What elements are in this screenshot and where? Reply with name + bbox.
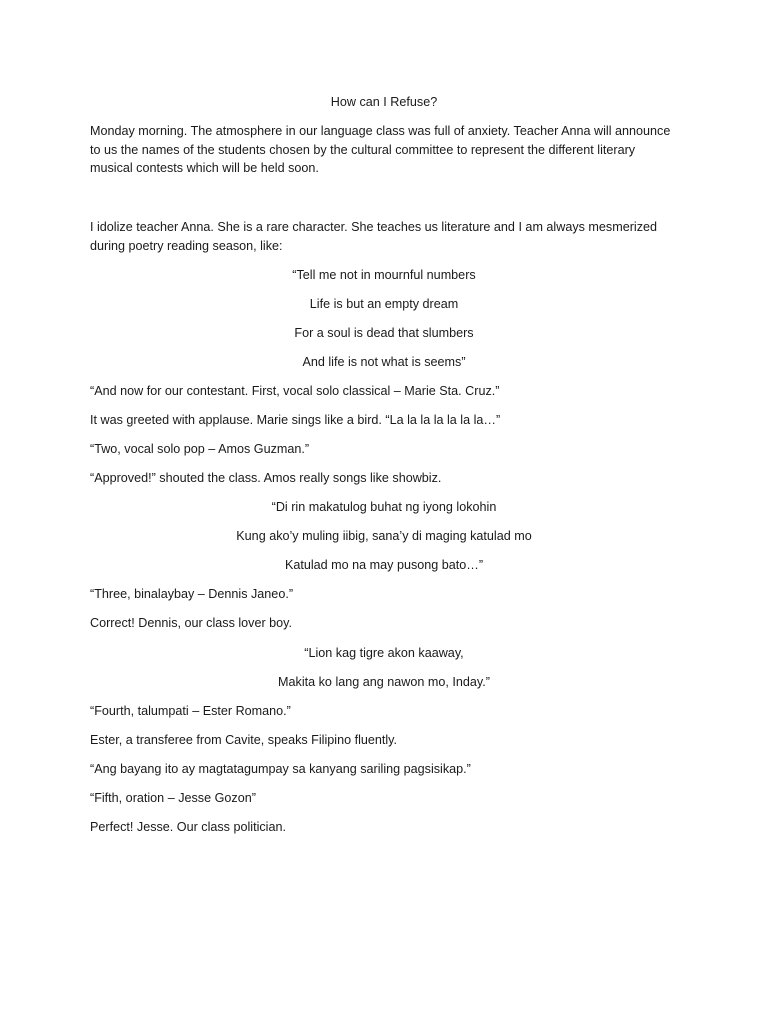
song-2-line-2: Kung ako’y muling iibig, sana’y di maging katulad mo [236,529,532,543]
song-2-line-1: “Di rin makatulog buhat ng iyong lokohin [271,500,497,514]
contestant-2-reaction: “Approved!” shouted the class. Amos really songs like showbiz. [90,471,442,485]
poem-1-line-1: “Tell me not in mournful numbers [292,268,476,282]
contestant-1-announcement: “And now for our contestant. First, vocal solo classical – Marie Sta. Cruz.” [90,384,500,398]
contestant-5-reaction: Perfect! Jesse. Our class politician. [90,820,286,834]
paragraph-1-line-3: musical contests which will be held soon. [90,161,319,175]
poem-3-line-1: “Lion kag tigre akon kaaway, [304,646,464,660]
contestant-1-reaction: It was greeted with applause. Marie sings like a bird. “La la la la la la la…” [90,413,501,427]
contestant-5-announcement: “Fifth, oration – Jesse Gozon” [90,791,256,805]
paragraph-1-line-1: Monday morning. The atmosphere in our language class was full of anxiety. Teacher Anna will announce [90,124,671,138]
contestant-3-announcement: “Three, binalaybay – Dennis Janeo.” [90,587,294,601]
poem-1-line-2: Life is but an empty dream [309,297,459,311]
paragraph-2-line-2: during poetry reading season, like: [90,238,283,253]
contestant-4-announcement: “Fourth, talumpati – Ester Romano.” [90,704,291,718]
poem-3-line-2: Makita ko lang ang nawon mo, Inday.” [278,675,490,689]
song-2-line-3: Katulad mo na may pusong bato…” [284,558,484,572]
poem-1-line-4: And life is not what is seems” [302,355,466,369]
poem-1-line-3: For a soul is dead that slumbers [294,326,474,340]
contestant-3-reaction: Correct! Dennis, our class lover boy. [90,616,293,630]
document-title: How can I Refuse? [330,95,438,109]
contestant-4-quote: “Ang bayang ito ay magtatagumpay sa kanyang sariling pagsisikap.” [90,762,471,776]
contestant-2-announcement: “Two, vocal solo pop – Amos Guzman.” [90,442,310,456]
paragraph-1-line-2: to us the names of the students chosen by the cultural committee to represent the different literary [90,142,636,157]
paragraph-2-line-1: I idolize teacher Anna. She is a rare character. She teaches us literature and I am always mesmerized [90,220,658,234]
contestant-4-reaction: Ester, a transferee from Cavite, speaks Filipino fluently. [90,733,398,747]
